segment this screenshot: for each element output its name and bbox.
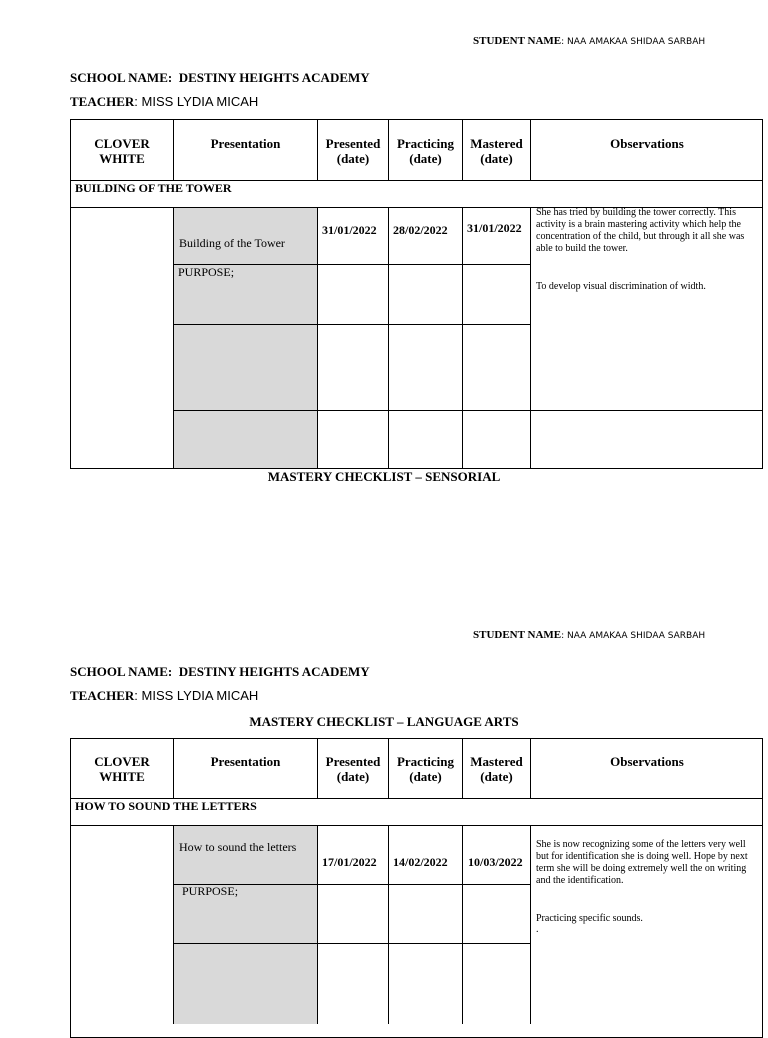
header-mastered: Mastered (date) [470,754,523,784]
school-name-value: DESTINY HEIGHTS ACADEMY [178,70,370,85]
student-name-line [473,35,705,47]
header-observations: Observations [610,754,684,769]
purpose-label: PURPOSE; [178,265,235,279]
school-name-label: SCHOOL NAME: [70,664,173,679]
header-presentation: Presentation [210,136,281,151]
header-clover-white: CLOVER WHITE [94,754,150,784]
presentation-name: Building of the Tower [179,236,285,250]
checklist-title-language-arts: MASTERY CHECKLIST – LANGUAGE ARTS [249,714,519,729]
activity-title: BUILDING OF THE TOWER [75,181,232,195]
practicing-date: 28/02/2022 [393,223,448,237]
school-name-line-2 [70,664,370,680]
student-name-line-2 [473,629,705,641]
teacher-line-2 [70,688,258,704]
presented-date: 31/01/2022 [322,223,377,237]
header-practicing: Practicing (date) [396,754,455,784]
student-name-value: : NAA AMAKAA SHIDAA SARBAH [561,631,706,641]
teacher-value: : MISS LYDIA MICAH [134,688,259,703]
mastered-date: 31/01/2022 [467,221,522,235]
header-presented: Presented (date) [325,754,381,784]
practicing-date: 14/02/2022 [393,855,448,869]
header-presented: Presented (date) [325,136,381,166]
school-name-value: DESTINY HEIGHTS ACADEMY [178,664,370,679]
checklist-title-sensorial: MASTERY CHECKLIST – SENSORIAL [267,469,501,484]
teacher-line [70,94,258,110]
student-name-label: STUDENT NAME [473,35,562,47]
header-observations: Observations [610,136,684,151]
header-mastered: Mastered (date) [470,136,523,166]
purpose-text: Practicing specific sounds. [536,913,643,924]
teacher-label: TEACHER [70,94,135,109]
school-name-label: SCHOOL NAME: [70,70,173,85]
purpose-text: To develop visual discrimination of width. [536,281,706,292]
header-presentation: Presentation [210,754,281,769]
student-name-value: : NAA AMAKAA SHIDAA SARBAH [561,37,706,47]
school-name-line [70,70,370,86]
observation-text: She has tried by building the tower correctly. This activity is a brain mastering activity which help the concentration of the child, but through it all she was able to build the tower. [536,207,745,254]
presentation-name: How to sound the letters [179,840,297,854]
activity-title: HOW TO SOUND THE LETTERS [75,799,257,813]
observation-text: She is now recognizing some of the letters very well but for identification she is doing well. Hope by next term she will be doing extremely well the on writing and the identification. [536,839,748,886]
header-clover-white: CLOVER WHITE [94,136,150,166]
presented-date: 17/01/2022 [322,855,377,869]
purpose-label: PURPOSE; [182,884,239,898]
teacher-value: : MISS LYDIA MICAH [134,94,259,109]
mastered-date: 10/03/2022 [468,855,523,869]
trailing-dot: . [536,924,539,935]
header-practicing: Practicing (date) [396,136,455,166]
student-name-label: STUDENT NAME [473,629,562,641]
teacher-label: TEACHER [70,688,135,703]
